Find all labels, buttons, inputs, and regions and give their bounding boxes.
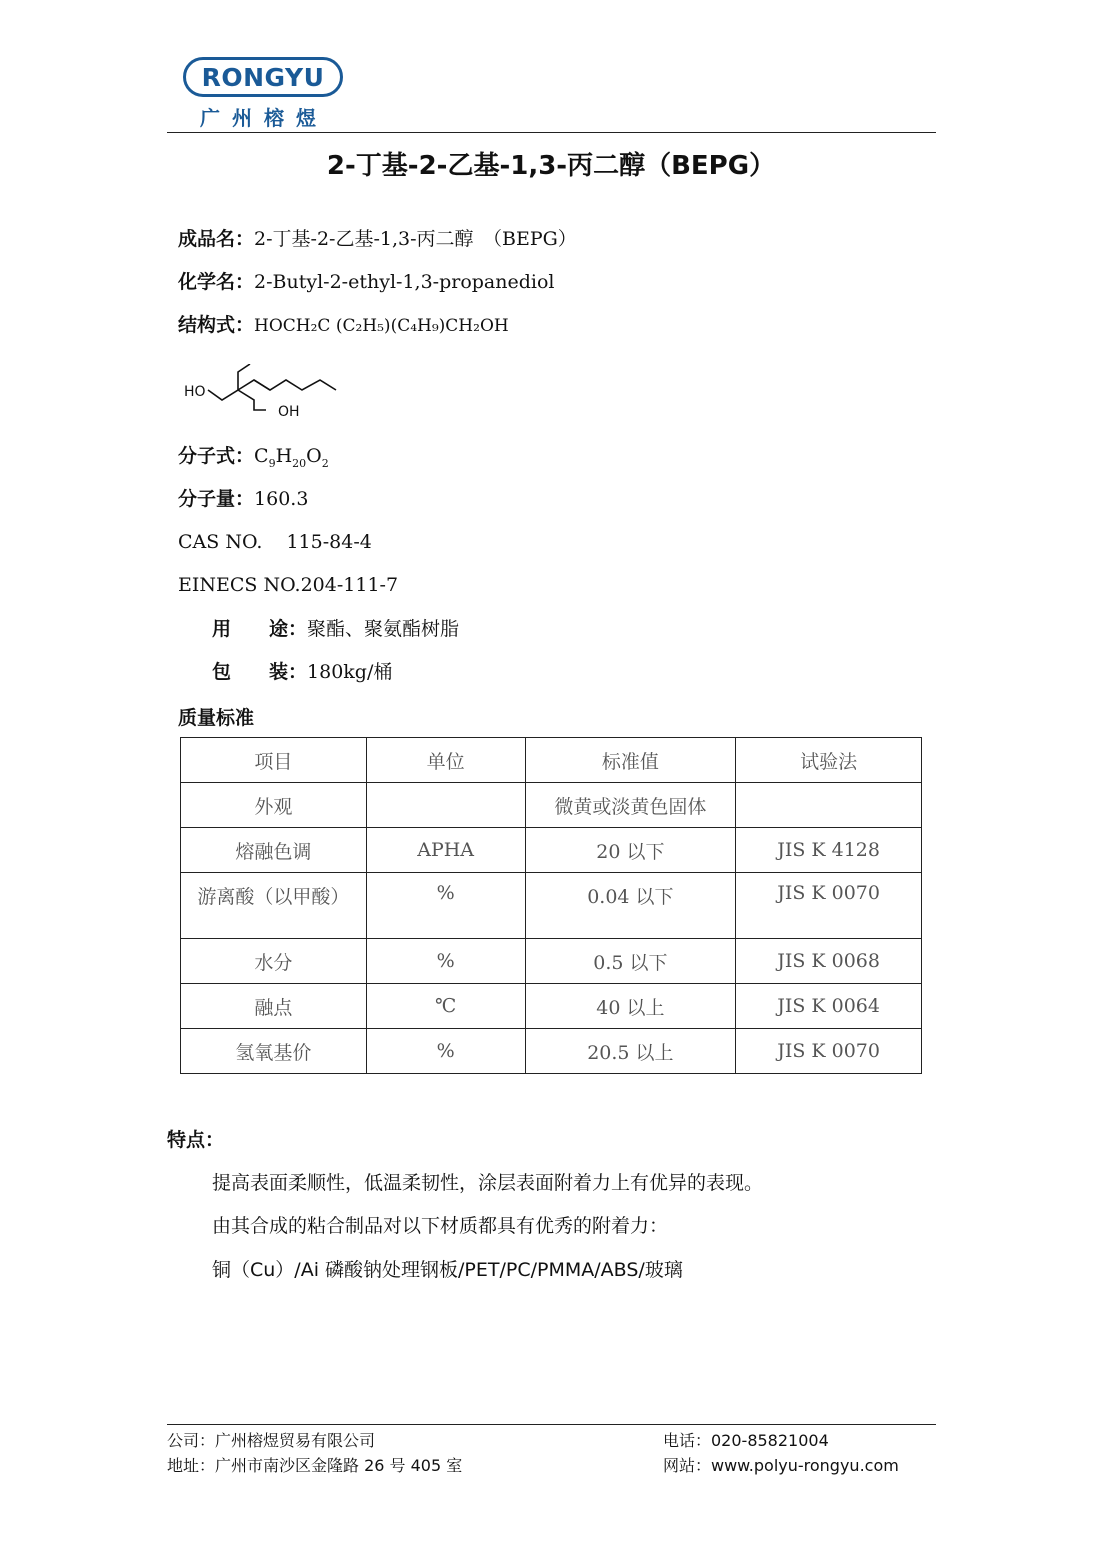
packaging-row xyxy=(212,657,392,687)
butyl-bond xyxy=(238,380,336,390)
packaging-label: 包 装： xyxy=(212,661,308,683)
cell-method: JIS K 0068 xyxy=(736,939,922,984)
molecular-weight-label: 分子量： xyxy=(178,488,255,510)
hydroxymethyl-bond xyxy=(238,390,266,410)
structure-diagram xyxy=(180,364,340,424)
cas-value: 115-84-4 xyxy=(286,531,372,553)
logo-brand: RONGYU xyxy=(201,62,325,92)
cell-item: 游离酸（以甲酸） xyxy=(181,873,367,939)
product-name-label: 成品名： xyxy=(178,228,255,250)
table-row xyxy=(181,873,922,939)
ethyl-bond xyxy=(208,364,250,400)
use-label: 用 途： xyxy=(212,618,308,640)
table-header-row xyxy=(181,738,922,783)
footer-website[interactable]: 网站：www.polyu-rongyu.com xyxy=(663,1456,899,1475)
structure-label: 结构式： xyxy=(178,314,255,336)
header-divider xyxy=(167,132,936,133)
header-unit: 单位 xyxy=(366,738,525,783)
cell-method: JIS K 0070 xyxy=(736,873,922,939)
use-value: 聚酯、聚氨酯树脂 xyxy=(307,618,460,640)
cell-method: JIS K 0064 xyxy=(736,984,922,1029)
cell-standard: 0.5 以下 xyxy=(525,939,736,984)
quality-heading: 质量标准 xyxy=(178,707,255,729)
molecular-weight-value: 160.3 xyxy=(254,488,309,510)
chemical-name-row xyxy=(178,267,555,297)
cell-method: JIS K 0070 xyxy=(736,1029,922,1074)
header-item: 项目 xyxy=(181,738,367,783)
chemical-name-label: 化学名： xyxy=(178,271,255,293)
table-row xyxy=(181,1029,922,1074)
molecular-weight-row xyxy=(178,484,308,514)
feature-line: 铜（Cu）/Ai 磷酸钠处理钢板/PET/PC/PMMA/ABS/玻璃 xyxy=(212,1259,683,1281)
table-row xyxy=(181,939,922,984)
company-logo xyxy=(183,57,349,129)
cell-standard: 20 以下 xyxy=(525,828,736,873)
cell-item: 融点 xyxy=(181,984,367,1029)
cell-unit: % xyxy=(366,1029,525,1074)
table-row xyxy=(181,828,922,873)
cell-unit: APHA xyxy=(366,828,525,873)
cell-unit: % xyxy=(366,873,525,939)
cell-item: 外观 xyxy=(181,783,367,828)
cas-label: CAS NO. xyxy=(178,531,263,553)
cell-item: 水分 xyxy=(181,939,367,984)
feature-line: 提高表面柔顺性，低温柔韧性，涂层表面附着力上有优异的表现。 xyxy=(212,1172,764,1194)
table-row xyxy=(181,984,922,1029)
product-name-value: 2-丁基-2-乙基-1,3-丙二醇 （BEPG） xyxy=(254,228,577,250)
product-name-row xyxy=(178,224,577,254)
formula-value: $C_9H_{20}O_2$ xyxy=(254,445,329,470)
formula-label: 分子式： xyxy=(178,445,255,467)
logo-subtitle: 广州榕煜 xyxy=(200,106,328,130)
cell-unit: ℃ xyxy=(366,984,525,1029)
footer-company: 公司：广州榕煜贸易有限公司 xyxy=(167,1431,376,1450)
structure-row xyxy=(178,310,509,340)
cell-standard: 0.04 以下 xyxy=(525,873,736,939)
cell-standard: 40 以上 xyxy=(525,984,736,1029)
page-title: 2-丁基-2-乙基-1,3-丙二醇（BEPG） xyxy=(326,151,776,181)
header-standard: 标准值 xyxy=(525,738,736,783)
cell-standard: 微黄或淡黄色固体 xyxy=(525,783,736,828)
packaging-value: 180kg/桶 xyxy=(307,661,393,683)
cell-item: 氢氧基价 xyxy=(181,1029,367,1074)
feature-line: 由其合成的粘合制品对以下材质都具有优秀的附着力： xyxy=(212,1215,669,1237)
use-row xyxy=(212,614,459,644)
structure-value: HOCH₂C (C₂H₅)(C₄H₉)CH₂OH xyxy=(254,316,509,336)
cell-method xyxy=(736,783,922,828)
cas-row xyxy=(178,527,372,557)
header-test-method: 试验法 xyxy=(736,738,922,783)
ho-label: HO xyxy=(184,384,206,400)
cell-unit: % xyxy=(366,939,525,984)
einecs-label: EINECS NO. xyxy=(178,574,301,596)
formula-row xyxy=(178,441,329,471)
chemical-name-value: 2-Butyl-2-ethyl-1,3-propanediol xyxy=(254,271,555,293)
oh-label: OH xyxy=(278,404,300,420)
footer-divider xyxy=(167,1424,936,1425)
einecs-row xyxy=(178,570,398,600)
footer-phone: 电话：020-85821004 xyxy=(663,1431,829,1450)
cell-standard: 20.5 以上 xyxy=(525,1029,736,1074)
cell-item: 熔融色调 xyxy=(181,828,367,873)
cell-method: JIS K 4128 xyxy=(736,828,922,873)
features-heading: 特点： xyxy=(167,1129,225,1151)
quality-table xyxy=(180,737,922,1074)
table-row xyxy=(181,783,922,828)
cell-unit xyxy=(366,783,525,828)
footer-address: 地址：广州市南沙区金隆路 26 号 405 室 xyxy=(167,1456,463,1475)
einecs-value: 204-111-7 xyxy=(300,574,399,596)
logo-oval xyxy=(183,57,343,97)
